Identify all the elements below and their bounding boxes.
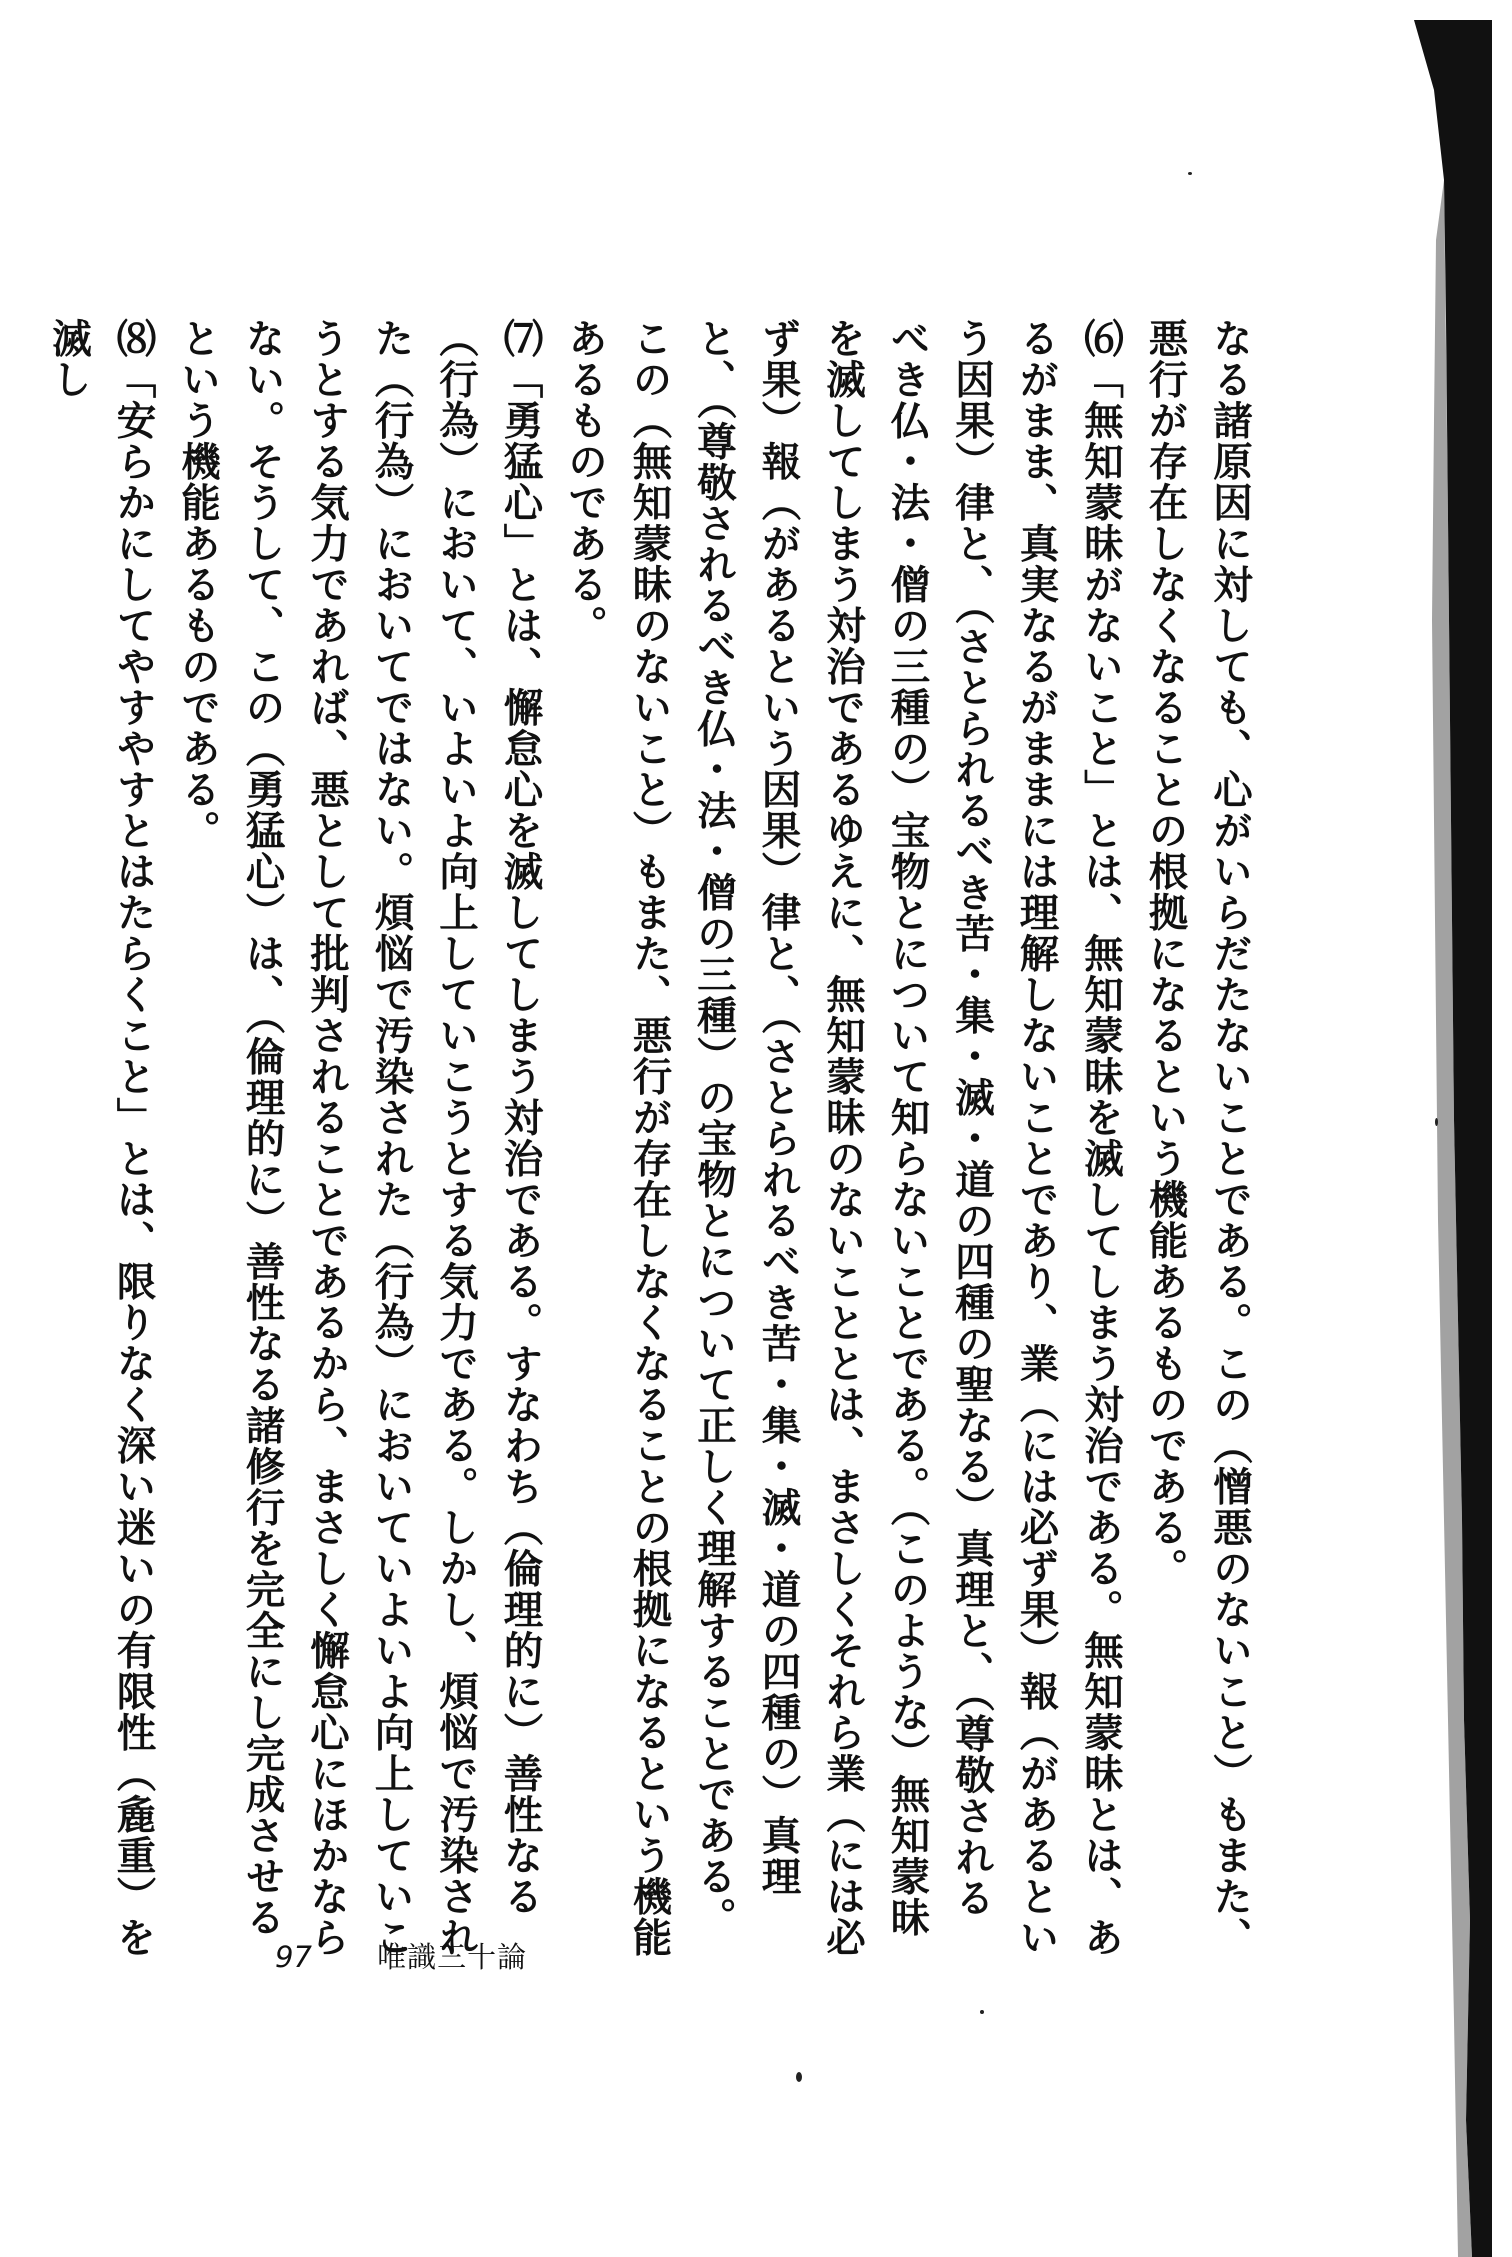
paragraph-1: なる諸原因に対しても、心がいらだたないことである。この（憎悪のないこと）もまた、悪行が存在しなくなることの根拠になるという機能あるものである。	[1142, 318, 1253, 1958]
running-title: 唯識三十論	[377, 1940, 528, 1974]
paragraph-3: ⑺「勇猛心」とは、懈怠心を滅してしまう対治である。すなわち（倫理的に）善性なる（行為）において、いよいよ向上していこうとする気力である。しかし、煩悩で汚染された（行為）においてではない。煩悩で汚染された（行為）においていよいよ向上していこうとする気力であれば、悪として批判されることであるから、まさしく懈怠心にほかならない。そうして、この（勇猛心）は、（倫理的に）善性なる諸修行を完全にし完成させるという機能あるものである。	[175, 318, 544, 1958]
spine-shadow-scan-artifact	[1414, 20, 1492, 2257]
paragraph-4: ⑻「安らかにしてやすやすとはたらくこと」とは、限りなく深い迷いの有限性（麁重）を滅し	[46, 318, 157, 1958]
paragraph-2: ⑹「無知蒙昧がないこと」とは、無知蒙昧を滅してしまう対治である。無知蒙昧とは、あるがまま、真実なるがままには理解しないことであり、業（には必ず果）報（があるという因果）律と、（さとられるべき苦・集・滅・道の四種の聖なる）真理と、（尊敬されるべき仏・法・僧の三種の）宝物とについて知らないことである。（このような）無知蒙昧を滅してしまう対治であるゆえに、無知蒙昧のないこととは、まさしくそれら業（には必ず果）報（があるという因果）律と、（さとられるべき苦・集・滅・道の四種の）真理と、（尊敬されるべき仏・法・僧の三種）の宝物とについて正しく理解することである。この（無知蒙昧のないこと）もまた、悪行が存在しなくなることの根拠になるという機能あるものである。	[562, 318, 1124, 1958]
scan-speck	[1435, 1118, 1438, 1126]
scan-speck	[980, 2010, 984, 2014]
vertical-text-body	[46, 318, 1262, 1958]
scan-speck	[1188, 172, 1192, 175]
page-footer	[275, 1935, 527, 1976]
page-number: 97	[275, 1940, 312, 1974]
scan-speck	[796, 2072, 802, 2082]
